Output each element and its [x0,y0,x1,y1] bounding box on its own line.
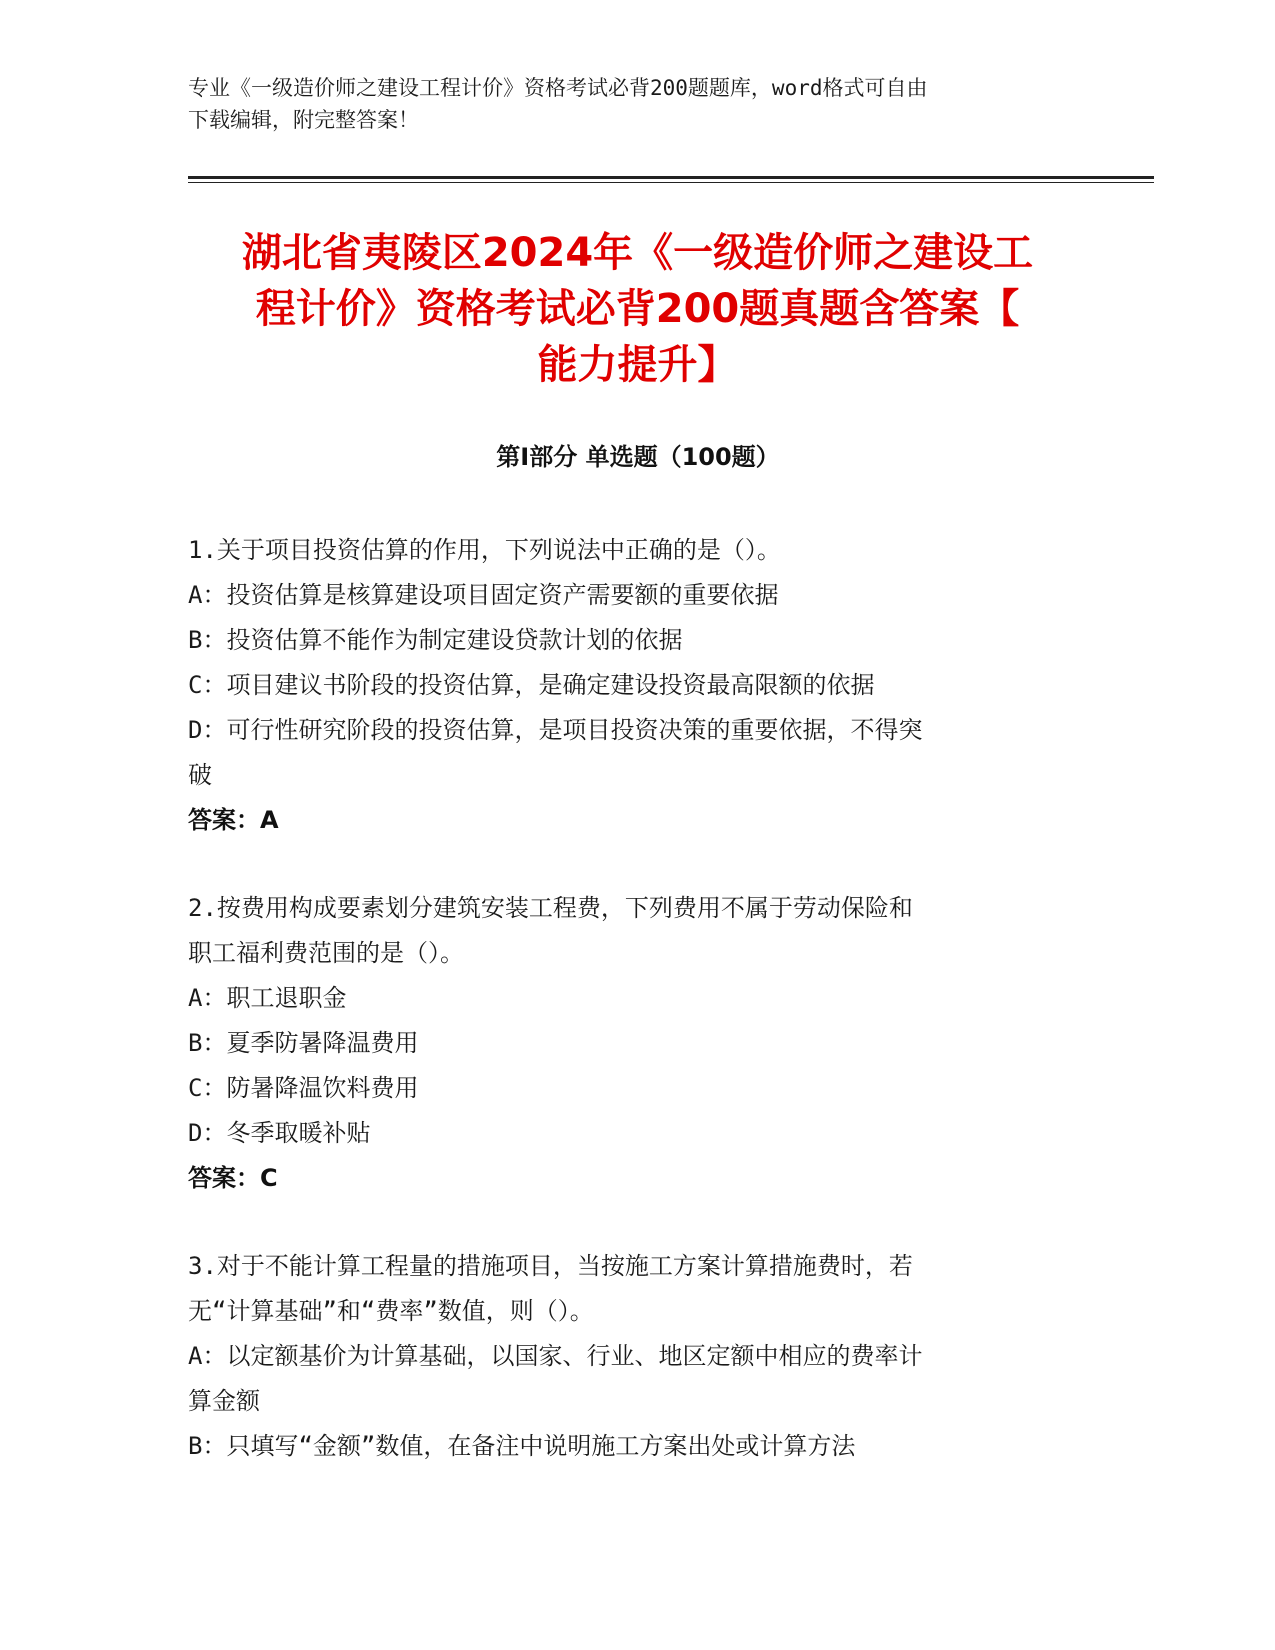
header-divider-thick [188,176,1154,179]
document-title [160,225,1115,393]
question-option: C：防暑降温饮料费用 [188,1074,419,1102]
question-option-continuation: 算金额 [188,1387,260,1415]
question-option: B：只填写“金额”数值，在备注中说明施工方案出处或计算方法 [188,1432,856,1460]
question-option: D：可行性研究阶段的投资估算，是项目投资决策的重要依据，不得突 [188,716,923,744]
question-answer: 答案：A [188,806,279,834]
question-item [188,886,1068,1201]
question-option: B：投资估算不能作为制定建设贷款计划的依据 [188,626,683,654]
question-option: A：投资估算是核算建设项目固定资产需要额的重要依据 [188,581,779,609]
section-heading: 第I部分 单选题（100题） [496,443,780,471]
header-divider-thin [188,182,1154,183]
question-option: A：职工退职金 [188,984,347,1012]
question-stem: 3.对于不能计算工程量的措施项目，当按施工方案计算措施费时，若 [188,1252,913,1280]
question-item [188,528,1068,843]
question-stem: 1.关于项目投资估算的作用，下列说法中正确的是（）。 [188,536,781,564]
question-option: D：冬季取暖补贴 [188,1119,371,1147]
question-option: A：以定额基价为计算基础，以国家、行业、地区定额中相应的费率计 [188,1342,923,1370]
question-stem: 2.按费用构成要素划分建筑安装工程费，下列费用不属于劳动保险和 [188,894,913,922]
question-answer: 答案：C [188,1164,278,1192]
question-option-continuation: 破 [188,761,212,789]
question-list [188,528,1068,1512]
header-note-line: 下载编辑，附完整答案！ [188,108,419,132]
header-note [188,72,1088,136]
header-note-line: 专业《一级造价师之建设工程计价》资格考试必背200题题库，word格式可自由 [188,76,928,100]
question-stem-continuation: 职工福利费范围的是（）。 [188,939,464,967]
document-title-line: 湖北省夷陵区2024年《一级造价师之建设工 [241,230,1034,276]
document-title-line: 程计价》资格考试必背200题真题含答案【 [255,286,1020,332]
question-option: B：夏季防暑降温费用 [188,1029,419,1057]
question-option: C：项目建议书阶段的投资估算，是确定建设投资最高限额的依据 [188,671,875,699]
question-stem-continuation: 无“计算基础”和“费率”数值，则（）。 [188,1297,594,1325]
document-title-line: 能力提升】 [537,342,738,388]
question-item [188,1244,1068,1469]
